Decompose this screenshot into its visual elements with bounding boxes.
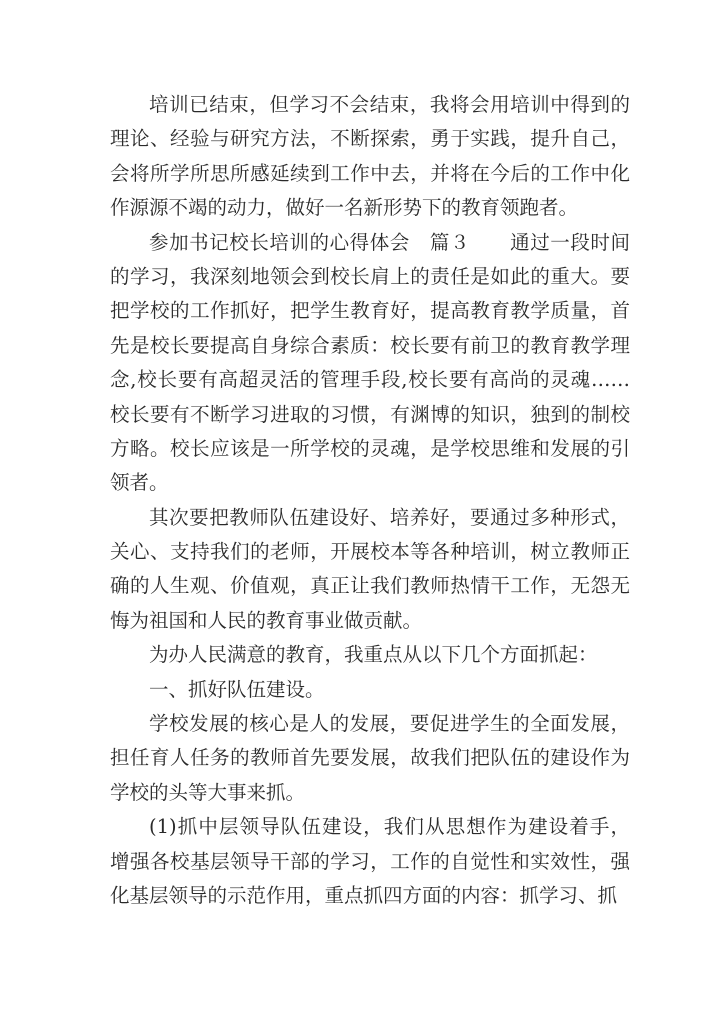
text-line: 培训已结束，但学习不会结束，我将会用培训中得到的 — [149, 93, 630, 116]
text-line: 领者。 — [110, 471, 169, 495]
text-line: 担任育人任务的教师首先要发展，故我们把队伍的建设作为 — [110, 746, 630, 770]
text-line: 学校发展的核心是人的发展，要促进学生的全面发展， — [149, 712, 630, 736]
text-line: 为办人民满意的教育，我重点从以下几个方面抓起： — [149, 643, 598, 667]
text-line: 增强各校基层领导干部的学习，工作的自觉性和实效性，强 — [110, 849, 630, 873]
text-line: 参加书记校长培训的心得体会 篇３ 通过一段时间 — [149, 230, 630, 254]
text-line: 先是校长要提高自身综合素质：校长要有前卫的教育教学理 — [110, 333, 630, 357]
text-line: 一、抓好队伍建设。 — [149, 677, 325, 701]
text-line: 校长要有不断学习进取的习惯，有渊博的知识，独到的制校 — [110, 402, 630, 426]
text-line: 化基层领导的示范作用，重点抓四方面的内容：抓学习、抓 — [110, 883, 618, 907]
text-line: 作源源不竭的动力，做好一名新形势下的教育领跑者。 — [110, 196, 579, 220]
text-line: 悔为祖国和人民的教育事业做贡献。 — [110, 608, 423, 632]
text-line: 关心、支持我们的老师，开展校本等各种培训，树立教师正 — [110, 540, 630, 564]
document-body — [110, 88, 630, 913]
text-line: (1)抓中层领导队伍建设，我们从思想作为建设着手， — [149, 815, 630, 839]
text-line: 念,校长要有高超灵活的管理手段,校长要有高尚的灵魂…… — [110, 368, 630, 392]
text-line: 会将所学所思所感延续到工作中去，并将在今后的工作中化 — [110, 161, 630, 185]
text-line: 确的人生观、价值观，真正让我们教师热情干工作，无怨无 — [110, 574, 630, 598]
text-line: 的学习，我深刻地领会到校长肩上的责任是如此的重大。要 — [110, 264, 630, 288]
text-line: 把学校的工作抓好，把学生教育好，提高教育教学质量，首 — [110, 299, 630, 323]
text-line: 方略。校长应该是一所学校的灵魂，是学校思维和发展的引 — [110, 436, 630, 460]
text-line: 理论、经验与研究方法，不断探索，勇于实践，提升自己， — [110, 127, 630, 151]
text-line: 学校的头等大事来抓。 — [110, 780, 306, 804]
text-line: 其次要把教师队伍建设好、培养好，要通过多种形式， — [149, 505, 630, 529]
